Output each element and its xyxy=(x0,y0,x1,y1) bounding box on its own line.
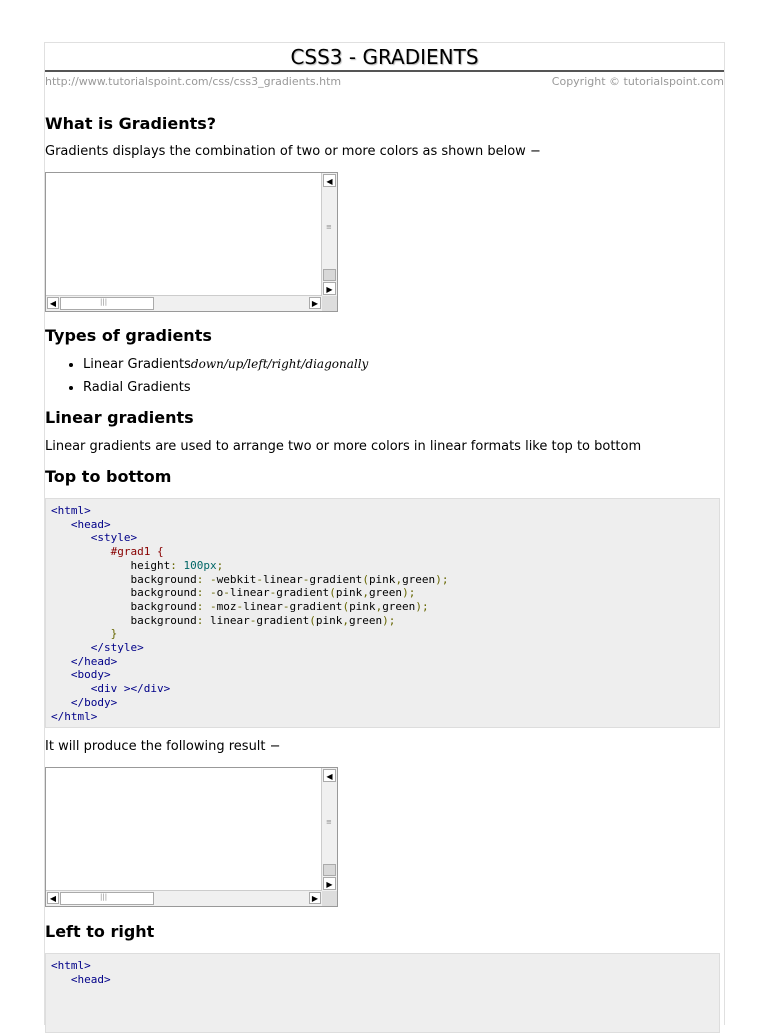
code-line: background: linear-gradient(pink,green); xyxy=(51,613,396,627)
list-item-label: Radial Gradients xyxy=(83,380,191,395)
code-line: <html> xyxy=(51,504,91,517)
code-line: background: -webkit-linear-gradient(pink,green); xyxy=(51,572,449,586)
code-block-left-to-right xyxy=(45,953,720,1033)
code-line: </body> xyxy=(51,695,118,709)
scrollbar-corner xyxy=(322,296,337,311)
vertical-scroll-thumb[interactable] xyxy=(323,269,336,281)
code-line: <head> xyxy=(51,517,111,531)
scroll-up-arrow-icon[interactable]: ◀ xyxy=(323,769,336,782)
vertical-grip-icon: ≡ xyxy=(326,818,332,826)
list-item xyxy=(83,357,368,372)
scrollbar-corner xyxy=(322,891,337,906)
horizontal-scrollbar[interactable] xyxy=(46,890,322,906)
gradient-types-list xyxy=(45,357,368,403)
list-item xyxy=(83,380,368,395)
copyright-notice: Copyright © tutorialspoint.com xyxy=(551,75,724,88)
scroll-down-arrow-icon[interactable]: ▶ xyxy=(323,282,336,295)
paragraph-linear-gradients: Linear gradients are used to arrange two or more colors in linear formats like top to bottom xyxy=(45,439,642,454)
vertical-scrollbar[interactable] xyxy=(321,173,337,296)
horizontal-grip-icon: ||| xyxy=(100,298,108,306)
document-page xyxy=(44,42,725,1025)
code-line: <body> xyxy=(51,668,111,682)
heading-top-to-bottom: Top to bottom xyxy=(45,467,172,486)
vertical-scrollbar[interactable] xyxy=(321,768,337,891)
heading-linear-gradients: Linear gradients xyxy=(45,408,194,427)
list-item-label: Linear Gradients xyxy=(83,357,191,372)
horizontal-grip-icon: ||| xyxy=(100,893,108,901)
scroll-down-arrow-icon[interactable]: ▶ xyxy=(323,877,336,890)
code-line: <head> xyxy=(51,972,111,986)
code-line: </head> xyxy=(51,654,118,668)
scroll-right-arrow-icon[interactable]: ▶ xyxy=(309,892,321,904)
source-url[interactable]: http://www.tutorialspoint.com/css/css3_gradients.htm xyxy=(45,75,342,88)
paragraph-what-is-gradients: Gradients displays the combination of two or more colors as shown below − xyxy=(45,144,541,159)
paragraph-result: It will produce the following result − xyxy=(45,739,281,754)
horizontal-scrollbar[interactable] xyxy=(46,295,322,311)
code-block-top-to-bottom xyxy=(45,498,720,728)
heading-left-to-right: Left to right xyxy=(45,922,155,941)
scroll-up-arrow-icon[interactable]: ◀ xyxy=(323,174,336,187)
vertical-grip-icon: ≡ xyxy=(326,223,332,231)
embedded-example-frame[interactable] xyxy=(45,172,338,312)
scroll-left-arrow-icon[interactable]: ◀ xyxy=(47,892,59,904)
code-line: <html> xyxy=(51,959,91,972)
embedded-result-frame[interactable] xyxy=(45,767,338,907)
page-title: CSS3 - GRADIENTS xyxy=(290,45,479,69)
title-divider xyxy=(45,70,724,72)
code-line: <div ></div> xyxy=(51,682,171,696)
code-line: background: -o-linear-gradient(pink,green); xyxy=(51,586,416,600)
scroll-right-arrow-icon[interactable]: ▶ xyxy=(309,297,321,309)
vertical-scroll-thumb[interactable] xyxy=(323,864,336,876)
heading-what-is-gradients: What is Gradients? xyxy=(45,114,217,133)
scroll-left-arrow-icon[interactable]: ◀ xyxy=(47,297,59,309)
code-line: } xyxy=(51,627,118,641)
heading-types-of-gradients: Types of gradients xyxy=(45,326,212,345)
code-line: </style> xyxy=(51,641,144,655)
code-line: </html> xyxy=(51,709,98,723)
list-item-note: down/up/left/right/diagonally xyxy=(190,357,369,371)
code-line: #grad1 { xyxy=(51,545,164,559)
code-line: height: 100px; xyxy=(51,558,224,572)
code-line: <style> xyxy=(51,531,138,545)
code-line: background: -moz-linear-gradient(pink,green); xyxy=(51,599,429,613)
